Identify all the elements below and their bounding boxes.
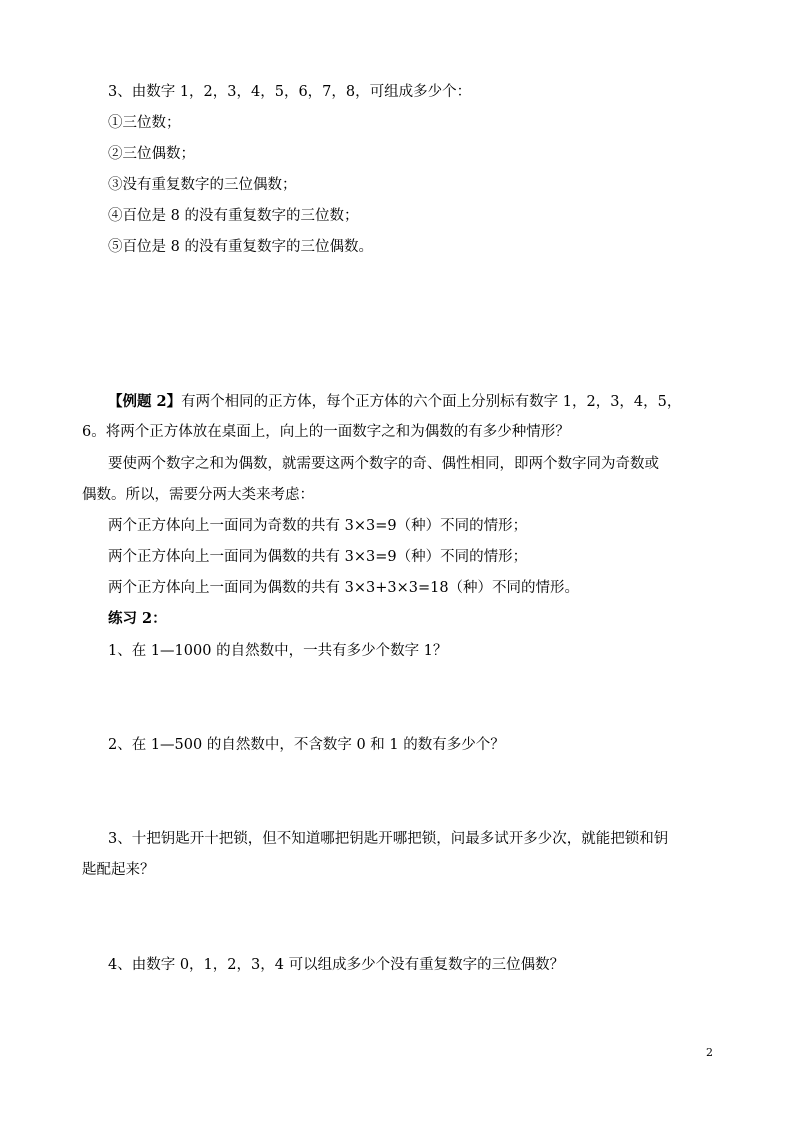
exercise-3-stem: 3、由数字 1，2，3，4，5，6，7，8，可组成多少个：: [108, 84, 472, 100]
exercise-3-item-5: ⑤百位是 8 的没有重复数字的三位偶数。: [108, 239, 373, 255]
example-2-analysis-line-2: 偶数。所以，需要分两大类来考虑：: [82, 487, 314, 503]
practice-2-question-4: 4、由数字 0，1，2，3，4 可以组成多少个没有重复数字的三位偶数？: [108, 957, 565, 973]
exercise-3-item-4: ④百位是 8 的没有重复数字的三位数；: [108, 208, 359, 224]
exercise-3-item-3: ③没有重复数字的三位偶数；: [108, 177, 297, 193]
practice-2-heading: 练习 2：: [108, 610, 167, 627]
exercise-3-item-2: ②三位偶数；: [108, 146, 195, 162]
practice-2-question-1: 1、在 1—1000 的自然数中，一共有多少个数字 1？: [108, 643, 448, 659]
example-2-label: 【例题 2】: [108, 393, 182, 410]
practice-2-question-3-line-2: 匙配起来？: [82, 862, 155, 878]
example-2-question-line-1: 【例题 2】有两个相同的正方体，每个正方体的六个面上分别标有数字 1，2，3，4，5，: [108, 393, 682, 410]
page-number: 2: [706, 1046, 713, 1059]
exercise-3-item-1: ①三位数；: [108, 115, 181, 131]
example-2-question-line-2: 6。将两个正方体放在桌面上，向上的一面数字之和为偶数的有多少种情形？: [82, 424, 570, 440]
practice-2-question-2: 2、在 1—500 的自然数中，不含数字 0 和 1 的数有多少个？: [108, 737, 505, 753]
practice-2-question-3-line-1: 3、十把钥匙开十把锁，但不知道哪把钥匙开哪把锁，问最多试开多少次，就能把锁和钥: [108, 831, 669, 847]
example-2-case-3: 两个正方体向上一面同为偶数的共有 3×3+3×3=18（种）不同的情形。: [108, 580, 580, 596]
example-2-case-1: 两个正方体向上一面同为奇数的共有 3×3=9（种）不同的情形；: [108, 518, 528, 534]
example-2-analysis-line-1: 要使两个数字之和为偶数，就需要这两个数字的奇、偶性相同，即两个数字同为奇数或: [108, 456, 659, 472]
example-2-case-2: 两个正方体向上一面同为偶数的共有 3×3=9（种）不同的情形；: [108, 549, 528, 565]
